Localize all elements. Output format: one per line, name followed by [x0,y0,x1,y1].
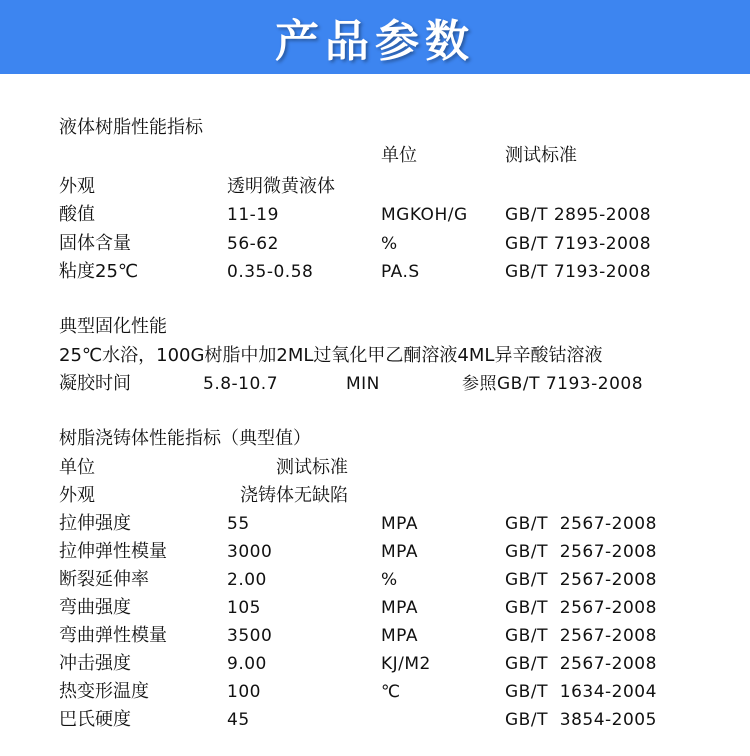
casting-appearance-value: 浇铸体无缺陷 [240,485,348,506]
liquid-col-unit: 单位 [381,145,417,166]
casting-col-standard: 测试标准 [276,457,348,478]
liquid-row-name: 固体含量 [59,233,131,254]
page-banner [0,0,750,74]
liquid-row-unit: % [381,234,398,254]
casting-row-unit: MPA [381,514,418,534]
curing-condition: 25℃水浴，100G树脂中加2ML过氧化甲乙酮溶液4ML异辛酸钴溶液 [59,345,603,366]
casting-row-name: 冲击强度 [59,653,131,674]
casting-row-standard: GB/T 2567-2008 [505,514,657,534]
casting-row-name: 拉伸弹性模量 [59,541,167,562]
liquid-row-name: 酸值 [59,204,95,225]
liquid-row-unit: PA.S [381,262,420,282]
liquid-col-standard: 测试标准 [505,145,577,166]
liquid-row-value: 56-62 [227,234,279,254]
liquid-row-standard: GB/T 7193-2008 [505,234,652,254]
curing-row-standard: 参照GB/T 7193-2008 [462,374,644,394]
casting-row-name: 拉伸强度 [59,513,131,534]
liquid-resin-heading: 液体树脂性能指标 [59,117,203,138]
casting-row-value: 55 [227,514,250,534]
casting-row-value: 3000 [227,542,273,562]
casting-row-value: 3500 [227,626,273,646]
liquid-row-name: 外观 [59,176,95,197]
banner-title: 产品参数 [275,16,475,67]
casting-row-name: 弯曲弹性模量 [59,625,167,646]
casting-appearance-label: 外观 [59,485,95,506]
liquid-row-unit: MGKOH/G [381,205,468,225]
casting-col-unit: 单位 [59,457,95,478]
casting-row-standard: GB/T 2567-2008 [505,570,657,590]
casting-row-name: 断裂延伸率 [59,569,149,590]
casting-row-unit: % [381,570,398,590]
casting-row-name: 热变形温度 [59,681,149,702]
casting-row-standard: GB/T 2567-2008 [505,598,657,618]
casting-row-value: 9.00 [227,654,267,674]
casting-row-value: 45 [227,710,250,730]
liquid-row-value: 11-19 [227,205,279,225]
casting-heading: 树脂浇铸体性能指标（典型值） [59,428,311,449]
liquid-row-value: 透明微黄液体 [227,176,335,197]
casting-row-unit: MPA [381,542,418,562]
casting-row-standard: GB/T 2567-2008 [505,542,657,562]
liquid-row-standard: GB/T 7193-2008 [505,262,652,282]
casting-row-value: 2.00 [227,570,267,590]
curing-row-name: 凝胶时间 [59,373,131,394]
liquid-row-value: 0.35-0.58 [227,262,314,282]
liquid-row-standard: GB/T 2895-2008 [505,205,652,225]
casting-row-standard: GB/T 1634-2004 [505,682,657,702]
curing-row-value: 5.8-10.7 [203,374,279,394]
casting-row-unit: ℃ [381,682,401,702]
casting-row-standard: GB/T 3854-2005 [505,710,657,730]
casting-row-unit: KJ/M2 [381,654,431,674]
casting-row-unit: MPA [381,626,418,646]
curing-row-unit: MIN [346,374,380,394]
casting-row-unit: MPA [381,598,418,618]
casting-row-value: 100 [227,682,261,702]
casting-row-standard: GB/T 2567-2008 [505,654,657,674]
curing-heading: 典型固化性能 [59,316,167,337]
casting-row-standard: GB/T 2567-2008 [505,626,657,646]
casting-row-name: 巴氏硬度 [59,709,131,730]
casting-row-value: 105 [227,598,261,618]
casting-row-name: 弯曲强度 [59,597,131,618]
liquid-row-name: 粘度25℃ [59,261,139,282]
